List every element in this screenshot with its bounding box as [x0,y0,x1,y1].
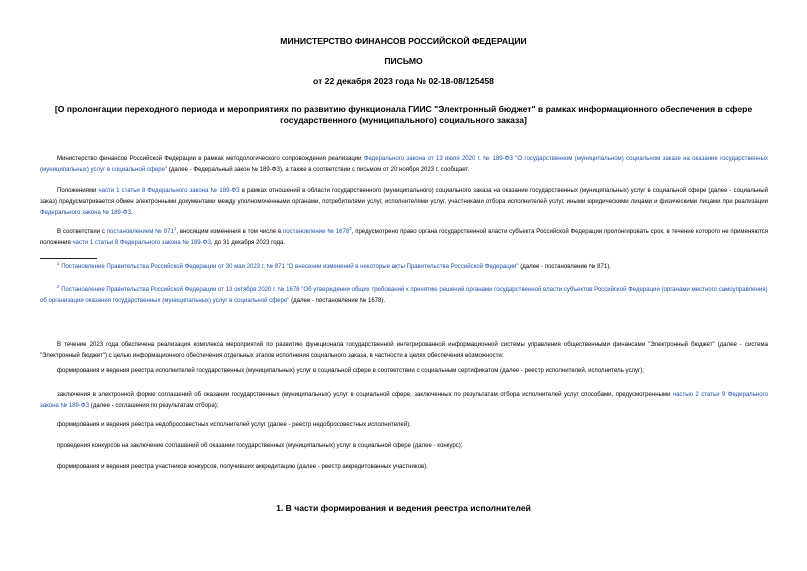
section-heading: 1. В части формирования и ведения реестра исполнителей [276,503,531,513]
text-run: (далее - Федеральный закон № 189-ФЗ), а также в соответствии с письмом от 20 ноября 2023 г. сообщает. [167,167,470,173]
paragraph-intro [40,154,768,176]
ministry-title: МИНИСТЕРСТВО ФИНАНСОВ РОССИЙСКОЙ ФЕДЕРАЦИИ [280,36,527,46]
article-9-part-2-link[interactable]: частью 2 статьи 9 Федерального закона № 189-ФЗ [40,392,768,409]
list-item-competitions: проведения конкурсов на заключение соглашений об оказании государственных (муниципальных) услуг в социальной сфере (далее - конкурс); [57,443,463,449]
paragraph-provisions [40,186,768,219]
text-run: . [131,210,133,216]
document-date-number: от 22 декабря 2023 года № 02-18-08/125458 [313,76,494,86]
document-type: ПИСЬМО [384,56,423,66]
footnote-mark: 1 [57,260,60,266]
footnote-divider [40,258,97,259]
text-run: в рамках отношений в области государственного (муниципального) социального заказа на оказание государственных (муниципальных) услуг в социальной сфере (далее - социальный заказ) предусматривается обмен электронными документами между уполномоченными органами, потребителями услуг, исполнителями услуг, участниками отбора исполнителей услуг, иными юридическими лицами и физическими лицами при реализации [40,188,768,205]
list-item-unscrupulous-registry: формирования и ведения реестра недобросовестных исполнителей услуг (далее - реестр недобросовестных исполнителей); [57,422,411,428]
footnote-2-link[interactable]: Постановление Правительства Российской Федерации от 13 октября 2020 г. № 1678 "Об утверждении общих требований к принятию решений органами государственной власти субъектов Российской Федерации (органами местного самоуправления) об организации оказания государственных (муниципальных) услуг в социальной сфере" [40,287,768,304]
resolution-871-link[interactable]: постановлением № 871 [106,229,174,235]
text-run: заключения в электронной форме соглашений об оказании государственных (муниципальных) услуг в социальной сфере, заключенных по результатам отбора исполнителей услуг способами, предусмотренными [57,392,673,398]
text-run: В соответствии с [57,229,107,235]
text-run: (далее - соглашения по результатам отбора); [89,403,219,409]
text-run: , предусмотрено право органа государственной власти субъекта Российской Федерации пролонгировать срок, в течение которого не применяются положения [40,229,768,246]
footnote-1-link[interactable]: Постановление Правительства Российской Федерации от 30 мая 2023 г. № 871 "О внесении изменений в некоторые акты Правительства Российской Федерации" [61,264,519,270]
paragraph-2023-measures: В течение 2023 года обеспечена реализация комплекса мероприятий по развитию функционала государственной интегрированной информационной системы управления общественными финансами "Электронный бюджет" (далее - система "Электронный бюджет") с целью информационного обеспечения отдельных этапов исполнения социального заказа, в частности в целях обеспечения возможности: [40,342,768,359]
list-item-executors-registry: формирования и ведения реестра исполнителей государственных (муниципальных) услуг в социальной сфере в соответствии с социальным сертификатом (далее - реестр исполнителей, исполнитель услуг); [57,368,644,374]
footnote-ref-2[interactable]: 2 [349,225,352,231]
footnote-ref-1[interactable]: 1 [173,225,177,231]
text-run: Положениями [57,188,99,194]
paragraph-prolongation [40,227,768,249]
article-8-part-1-link[interactable]: части 1 статьи 8 Федерального закона № 189-ФЗ [98,188,240,194]
law-189-fz-link[interactable]: Федерального закона от 13 июля 2020 г. № 189-ФЗ "О государственном (муниципальном) социальном заказе на оказание государственных (муниципальных) услуг в социальной сфере" [40,156,768,173]
list-item-accredited-registry: формирования и ведения реестра участников конкурсов, получивших аккредитацию (далее - реестр аккредитованных участников). [57,464,428,470]
article-8-part-1-link[interactable]: части 1 статьи 8 Федерального закона № 189-ФЗ [72,240,211,246]
resolution-1678-link[interactable]: постановление № 1678 [283,229,350,235]
law-189-fz-short-link[interactable]: Федерального закона № 189-ФЗ [40,210,132,216]
text-run: , вносящим изменения в том числе в [176,229,284,235]
document-subject: [О пролонгации переходного периода и мероприятиях по развитию функционала ГИИС "Электронный бюджет" в рамках информационного обеспечения в сфере государственного (муниципального) социального заказа] [54,104,753,125]
footnote-2 [40,285,768,307]
text-run: (далее - постановление № 871). [518,264,611,270]
footnote-mark: 2 [57,283,60,289]
text-run: (далее - постановление № 1678). [289,298,386,304]
footnote-1 [40,262,768,273]
text-run: Министерство финансов Российской Федерации в рамках методологического сопровождения реализации [57,156,364,162]
list-item-agreements [40,390,768,412]
text-run: , до 31 декабря 2023 года. [210,240,286,246]
